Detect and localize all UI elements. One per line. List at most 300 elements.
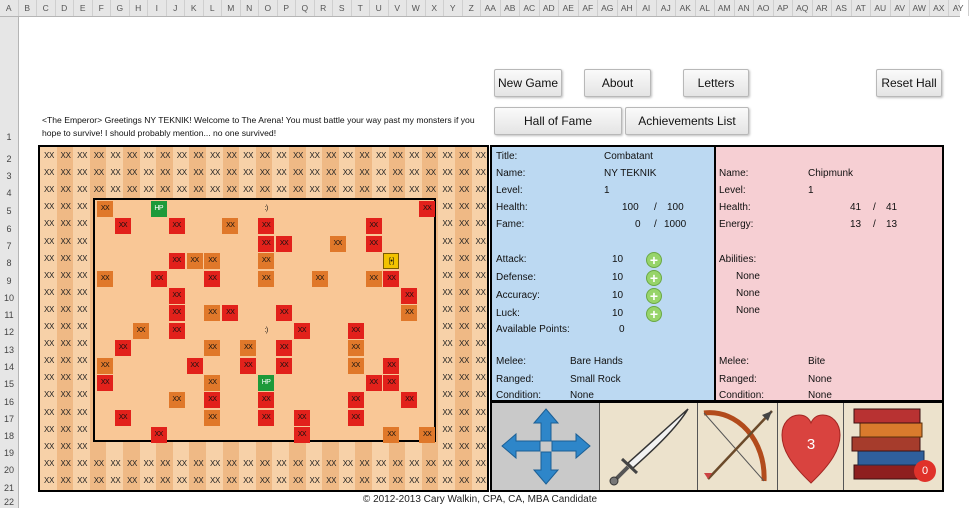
arena-wall-cell: XX xyxy=(442,304,453,314)
row-header[interactable]: 14 xyxy=(3,362,14,372)
column-header[interactable]: AX xyxy=(930,0,950,16)
monster-tile-hard[interactable]: XX xyxy=(383,375,399,391)
arena-wall-cell: XX xyxy=(342,151,353,160)
monster-tile[interactable]: XX xyxy=(187,253,203,269)
arena-wall-cell: XX xyxy=(442,185,453,195)
arena-wall-cell: XX xyxy=(77,151,88,160)
arena-wall-cell: XX xyxy=(442,458,453,468)
arena-wall-cell: XX xyxy=(243,168,254,178)
monster-token[interactable]: :) xyxy=(264,205,268,212)
health-pickup[interactable]: HP xyxy=(258,375,274,391)
row-header[interactable]: 6 xyxy=(6,224,12,234)
row-header-bar xyxy=(0,17,19,508)
arena-wall-cell: XX xyxy=(458,356,470,366)
column-header[interactable]: I xyxy=(148,0,167,16)
monster-tile-hard[interactable]: XX xyxy=(258,392,274,408)
monster-tile-hard[interactable]: XX xyxy=(366,236,382,252)
melee-attack-button[interactable] xyxy=(600,403,698,490)
heal-button[interactable] xyxy=(778,403,844,490)
arena-wall-cell: XX xyxy=(126,151,138,160)
monster-tile[interactable]: XX xyxy=(330,236,346,252)
column-header[interactable]: T xyxy=(352,0,371,16)
arena-wall-cell: XX xyxy=(375,168,387,178)
monster-tile[interactable]: XX xyxy=(133,323,149,339)
monster-tile[interactable]: XX xyxy=(204,410,220,426)
health-pickup[interactable]: HP xyxy=(151,201,167,217)
arena-wall-cell: XX xyxy=(209,475,221,485)
arena-wall-cell: XX xyxy=(475,390,486,400)
row-header[interactable]: 22 xyxy=(3,497,14,507)
arena-wall-cell: XX xyxy=(193,475,204,485)
arena-wall-cell: XX xyxy=(425,185,436,195)
arena-wall-cell: XX xyxy=(442,202,453,212)
accuracy-label: Accuracy: xyxy=(496,290,540,301)
row-header[interactable]: 8 xyxy=(6,258,12,268)
column-header[interactable]: C xyxy=(37,0,56,16)
row-header[interactable]: 2 xyxy=(6,154,12,164)
column-header[interactable]: F xyxy=(93,0,112,16)
arena-wall-cell: XX xyxy=(60,356,71,366)
ranged-attack-button[interactable] xyxy=(698,403,778,490)
arena-wall-cell: XX xyxy=(77,373,88,383)
monster-tile[interactable]: XX xyxy=(97,271,113,287)
column-header[interactable]: R xyxy=(315,0,334,16)
arena-wall-cell: XX xyxy=(93,475,104,485)
column-header[interactable]: AO xyxy=(754,0,774,16)
arena-wall-cell: XX xyxy=(442,390,453,400)
arena-wall-cell: XX xyxy=(458,270,470,280)
luck-plus-button[interactable]: + xyxy=(646,306,662,322)
arena-wall-cell: XX xyxy=(292,458,304,468)
column-header[interactable]: AJ xyxy=(657,0,677,16)
arena-wall-cell: XX xyxy=(77,407,88,417)
arena-wall-cell: XX xyxy=(77,253,88,263)
arena-wall-cell: XX xyxy=(442,475,453,485)
arena-wall-cell: XX xyxy=(442,373,453,383)
arena-wall-cell: XX xyxy=(326,185,337,195)
about-button[interactable]: About xyxy=(584,69,651,97)
monster-tile[interactable]: XX xyxy=(419,427,435,443)
enemy-name-label: Name: xyxy=(719,168,749,179)
arena-wall-cell: XX xyxy=(326,151,337,160)
arena-wall-cell: XX xyxy=(60,253,71,263)
arena-wall-cell: XX xyxy=(43,373,55,383)
arena-wall-cell: XX xyxy=(110,475,121,485)
player-available-points: 0 xyxy=(619,324,625,335)
arena-wall-cell: XX xyxy=(60,322,71,331)
column-header[interactable]: AB xyxy=(501,0,521,16)
arena-wall-cell: XX xyxy=(309,458,320,468)
column-header[interactable]: A xyxy=(0,0,19,16)
arena-wall-cell: XX xyxy=(243,475,254,485)
arena-wall-cell: XX xyxy=(442,168,453,178)
monster-tile[interactable]: XX xyxy=(169,392,185,408)
enemy-health: 41 xyxy=(850,202,862,213)
arena-wall-cell: XX xyxy=(475,373,486,383)
arena-wall-cell: XX xyxy=(392,185,403,195)
arena-wall-cell: XX xyxy=(409,475,420,485)
arena-wall-cell: XX xyxy=(77,322,88,331)
column-header[interactable]: M xyxy=(222,0,241,16)
column-header[interactable]: AW xyxy=(910,0,930,16)
column-header[interactable]: AV xyxy=(891,0,911,16)
arena-wall-cell: XX xyxy=(475,287,486,297)
row-header[interactable]: 15 xyxy=(3,379,14,389)
row-header[interactable]: 9 xyxy=(6,276,12,286)
monster-tile[interactable]: XX xyxy=(97,358,113,374)
arena-wall-cell: XX xyxy=(77,441,88,451)
reset-hall-button[interactable]: Reset Hall xyxy=(876,69,942,97)
defense-plus-button[interactable]: + xyxy=(646,270,662,286)
arena-wall-cell: XX xyxy=(259,475,270,485)
arena-wall-cell: XX xyxy=(475,322,486,331)
arena-wall-cell: XX xyxy=(126,185,138,195)
arena-wall-cell: XX xyxy=(375,475,387,485)
enemy-energy: 13 xyxy=(850,219,862,230)
column-header[interactable]: H xyxy=(130,0,149,16)
column-header[interactable]: B xyxy=(19,0,38,16)
monster-tile-hard[interactable]: XX xyxy=(169,305,185,321)
column-header[interactable]: AG xyxy=(598,0,618,16)
column-header[interactable]: L xyxy=(204,0,223,16)
arena-wall-cell: XX xyxy=(43,236,55,246)
arena-wall-cell: XX xyxy=(425,458,436,468)
monster-tile-hard[interactable]: XX xyxy=(115,410,131,426)
column-header[interactable]: AN xyxy=(735,0,755,16)
monster-tile-hard[interactable]: XX xyxy=(276,236,292,252)
arena-wall-cell: XX xyxy=(292,475,304,485)
monster-tile[interactable]: XX xyxy=(366,271,382,287)
arena-wall-cell: XX xyxy=(442,253,453,263)
arena-wall-cell: XX xyxy=(458,390,470,400)
column-header[interactable]: N xyxy=(241,0,260,16)
monster-tile[interactable]: XX xyxy=(258,271,274,287)
enemy-melee-label: Melee: xyxy=(719,356,750,367)
arena-wall-cell: XX xyxy=(60,458,71,468)
enemy-energy-label: Energy: xyxy=(719,219,754,230)
arena-wall-cell: XX xyxy=(77,475,88,485)
arena-wall-cell: XX xyxy=(309,168,320,178)
arena-wall-cell: XX xyxy=(342,458,353,468)
column-header[interactable]: V xyxy=(389,0,408,16)
player-token[interactable]: [•] xyxy=(383,253,399,269)
column-header[interactable]: Q xyxy=(296,0,315,16)
monster-tile[interactable]: XX xyxy=(204,375,220,391)
row-header[interactable]: 7 xyxy=(6,241,12,251)
new-game-button[interactable]: New Game xyxy=(494,69,562,97)
monster-tile-hard[interactable]: XX xyxy=(348,392,364,408)
available-points-label: Available Points: xyxy=(496,324,570,335)
arena-wall-cell: XX xyxy=(442,322,453,331)
monster-tile[interactable]: XX xyxy=(97,201,113,217)
monster-tile-hard[interactable]: XX xyxy=(419,201,435,217)
arena-wall-cell: XX xyxy=(475,236,486,246)
letters-button[interactable]: Letters xyxy=(683,69,749,97)
monster-tile-hard[interactable]: XX xyxy=(187,358,203,374)
arena-wall-cell: XX xyxy=(77,390,88,400)
arena-wall-cell: XX xyxy=(43,185,55,195)
row-header[interactable]: 5 xyxy=(6,206,12,216)
arena-wall-cell: XX xyxy=(60,407,71,417)
monster-tile-hard[interactable]: XX xyxy=(204,392,220,408)
arena-wall-cell: XX xyxy=(160,185,171,195)
column-header[interactable]: AM xyxy=(715,0,735,16)
column-header[interactable]: G xyxy=(111,0,130,16)
monster-tile-hard[interactable]: XX xyxy=(97,375,113,391)
arena-wall-cell: XX xyxy=(43,168,55,178)
arena-wall-cell: XX xyxy=(77,219,88,229)
monster-tile-hard[interactable]: XX xyxy=(258,410,274,426)
monster-tile[interactable]: XX xyxy=(348,340,364,356)
monster-tile-hard[interactable]: XX xyxy=(294,427,310,443)
monster-tile[interactable]: XX xyxy=(204,253,220,269)
arena-wall-cell: XX xyxy=(475,458,486,468)
arena-wall-cell: XX xyxy=(160,475,171,485)
arena-wall-cell: XX xyxy=(243,185,254,195)
column-header[interactable]: Z xyxy=(463,0,482,16)
row-header[interactable]: 3 xyxy=(6,171,12,181)
row-header[interactable]: 11 xyxy=(4,310,14,320)
arena-wall-cell: XX xyxy=(475,253,486,263)
sword-icon xyxy=(600,403,698,490)
enemy-health-max: 41 xyxy=(886,202,898,213)
monster-tile-hard[interactable]: XX xyxy=(115,218,131,234)
monster-tile-hard[interactable]: XX xyxy=(276,358,292,374)
column-header[interactable]: O xyxy=(259,0,278,16)
column-header[interactable]: Y xyxy=(444,0,463,16)
enemy-ranged-label: Ranged: xyxy=(719,374,757,385)
monster-tile-hard[interactable]: XX xyxy=(169,253,185,269)
arena-wall-cell: XX xyxy=(176,475,187,485)
column-header[interactable]: AQ xyxy=(793,0,813,16)
arena-wall-cell: XX xyxy=(160,168,171,178)
arena-wall-cell: XX xyxy=(475,151,486,160)
spell-count-badge: 0 xyxy=(914,460,936,482)
arena-wall-cell: XX xyxy=(475,424,486,434)
enemy-energy-max: 13 xyxy=(886,219,898,230)
monster-tile-hard[interactable]: XX xyxy=(222,305,238,321)
move-button[interactable] xyxy=(492,403,600,490)
column-header[interactable]: AE xyxy=(559,0,579,16)
arena-wall-cell: XX xyxy=(193,185,204,195)
arena-wall-cell: XX xyxy=(342,475,353,485)
arena-wall-cell: XX xyxy=(442,407,453,417)
arena-wall-cell: XX xyxy=(276,168,287,178)
row-header[interactable]: 18 xyxy=(3,431,14,441)
arena-wall-cell: XX xyxy=(259,185,270,195)
row-header[interactable]: 19 xyxy=(3,448,14,458)
monster-tile-hard[interactable]: XX xyxy=(348,323,364,339)
arena-wall-cell: XX xyxy=(93,151,104,160)
column-header[interactable]: W xyxy=(407,0,426,16)
monster-tile-hard[interactable]: XX xyxy=(383,271,399,287)
arena-field xyxy=(93,198,436,442)
melee-label: Melee: xyxy=(496,356,527,367)
monster-tile-hard[interactable]: XX xyxy=(151,427,167,443)
accuracy-plus-button[interactable]: + xyxy=(646,288,662,304)
arena-wall-cell: XX xyxy=(60,304,71,314)
column-header[interactable]: AH xyxy=(618,0,638,16)
monster-tile-hard[interactable]: XX xyxy=(401,392,417,408)
arena-wall-cell: XX xyxy=(60,287,71,297)
health-label: Health: xyxy=(496,202,528,213)
arena-wall-cell: XX xyxy=(93,185,104,195)
column-header[interactable]: AD xyxy=(540,0,560,16)
column-header[interactable]: AS xyxy=(832,0,852,16)
column-header[interactable]: AY xyxy=(949,0,969,16)
arena-wall-cell: XX xyxy=(43,390,55,400)
column-header[interactable]: U xyxy=(370,0,389,16)
monster-tile-hard[interactable]: XX xyxy=(294,323,310,339)
monster-tile-hard[interactable]: XX xyxy=(169,323,185,339)
row-header[interactable]: 20 xyxy=(3,465,14,475)
monster-tile-hard[interactable]: XX xyxy=(383,358,399,374)
column-header[interactable]: X xyxy=(426,0,445,16)
enemy-name: Chipmunk xyxy=(808,168,854,179)
monster-tile-hard[interactable]: XX xyxy=(169,218,185,234)
arena-wall-cell: XX xyxy=(458,424,470,434)
column-header[interactable]: D xyxy=(56,0,75,16)
arena-wall-cell: XX xyxy=(143,151,154,160)
arena-wall-cell: XX xyxy=(110,168,121,178)
arena-wall-cell: XX xyxy=(77,339,88,349)
column-header[interactable]: E xyxy=(74,0,93,16)
arena-wall-cell: XX xyxy=(60,151,71,160)
name-label: Name: xyxy=(496,168,526,179)
row-header[interactable]: 12 xyxy=(3,327,14,337)
monster-token[interactable]: :) xyxy=(264,326,268,334)
arena-wall-cell: XX xyxy=(359,458,370,468)
column-header[interactable]: AR xyxy=(813,0,833,16)
arena-wall-cell: XX xyxy=(77,304,88,314)
arena-wall-cell: XX xyxy=(110,151,121,160)
arena-wall-cell: XX xyxy=(226,475,237,485)
arena-wall-cell: XX xyxy=(458,219,470,229)
monster-tile-hard[interactable]: XX xyxy=(401,288,417,304)
arena-wall-cell: XX xyxy=(458,475,470,485)
player-title: Combatant xyxy=(604,151,653,162)
column-header[interactable]: AA xyxy=(481,0,501,16)
monster-tile[interactable]: XX xyxy=(383,427,399,443)
health-separator: / xyxy=(654,202,657,213)
column-header[interactable]: P xyxy=(278,0,297,16)
arena-wall-cell: XX xyxy=(475,202,486,212)
arena-wall-cell: XX xyxy=(326,458,337,468)
achievements-list-button[interactable]: Achievements List xyxy=(625,107,749,135)
monster-tile[interactable]: XX xyxy=(240,340,256,356)
arena-wall-cell: XX xyxy=(77,458,88,468)
row-header[interactable]: 16 xyxy=(3,397,14,407)
monster-tile-hard[interactable]: XX xyxy=(276,340,292,356)
monster-tile-hard[interactable]: XX xyxy=(151,271,167,287)
arena-wall-cell: XX xyxy=(126,168,138,178)
arena-wall-cell: XX xyxy=(292,151,304,160)
player-condition: None xyxy=(570,390,594,401)
arena-wall-cell: XX xyxy=(60,441,71,451)
column-header[interactable]: K xyxy=(185,0,204,16)
arena-wall-cell: XX xyxy=(475,185,486,195)
arena-wall-cell: XX xyxy=(309,475,320,485)
arena-wall-cell: XX xyxy=(442,287,453,297)
column-header[interactable]: AI xyxy=(637,0,657,16)
enemy-level: 1 xyxy=(808,185,814,196)
arena-wall-cell: XX xyxy=(442,219,453,229)
monster-tile-hard[interactable]: XX xyxy=(348,410,364,426)
monster-tile[interactable]: XX xyxy=(312,271,328,287)
column-header[interactable]: AU xyxy=(871,0,891,16)
arena-wall-cell: XX xyxy=(143,475,154,485)
arena-wall-cell: XX xyxy=(43,322,55,331)
row-header[interactable]: 10 xyxy=(3,293,14,303)
column-header[interactable]: J xyxy=(167,0,186,16)
monster-tile[interactable]: XX xyxy=(204,305,220,321)
arena-wall-cell: XX xyxy=(126,475,138,485)
monster-tile-hard[interactable]: XX xyxy=(169,288,185,304)
ability-slot: None xyxy=(736,271,760,282)
monster-tile-hard[interactable]: XX xyxy=(258,236,274,252)
monster-tile[interactable]: XX xyxy=(222,218,238,234)
arena-wall-cell: XX xyxy=(458,339,470,349)
monster-tile-hard[interactable]: XX xyxy=(204,271,220,287)
monster-tile-hard[interactable]: XX xyxy=(115,340,131,356)
arena-wall-cell: XX xyxy=(442,270,453,280)
column-header[interactable]: AT xyxy=(852,0,872,16)
monster-tile-hard[interactable]: XX xyxy=(366,218,382,234)
arena-wall-cell: XX xyxy=(60,390,71,400)
monster-tile-hard[interactable]: XX xyxy=(240,358,256,374)
arena-wall-cell: XX xyxy=(425,475,436,485)
monster-tile[interactable]: XX xyxy=(401,305,417,321)
ranged-label: Ranged: xyxy=(496,374,534,385)
column-header[interactable]: S xyxy=(333,0,352,16)
player-defense: 10 xyxy=(612,272,624,283)
spellbook-button[interactable] xyxy=(844,403,942,490)
monster-tile[interactable]: XX xyxy=(348,358,364,374)
monster-tile[interactable]: XX xyxy=(204,340,220,356)
hall-of-fame-button[interactable]: Hall of Fame xyxy=(494,107,622,135)
player-name: NY TEKNIK xyxy=(604,168,657,179)
monster-tile-hard[interactable]: XX xyxy=(276,305,292,321)
attack-plus-button[interactable]: + xyxy=(646,252,662,268)
attack-label: Attack: xyxy=(496,254,527,265)
monster-tile-hard[interactable]: XX xyxy=(294,410,310,426)
arena-wall-cell: XX xyxy=(176,151,187,160)
monster-tile-hard[interactable]: XX xyxy=(366,375,382,391)
enemy-condition: None xyxy=(808,390,832,401)
monster-tile-hard[interactable]: XX xyxy=(258,218,274,234)
row-header[interactable]: 1 xyxy=(6,132,12,142)
column-header[interactable]: AF xyxy=(579,0,599,16)
row-header[interactable]: 4 xyxy=(6,188,12,198)
arena-wall-cell: XX xyxy=(458,407,470,417)
arena-wall-cell: XX xyxy=(110,458,121,468)
arena-wall-cell: XX xyxy=(458,373,470,383)
arena-wall-cell: XX xyxy=(475,441,486,451)
row-header[interactable]: 21 xyxy=(3,483,14,493)
row-header[interactable]: 17 xyxy=(3,414,14,424)
arena-wall-cell: XX xyxy=(458,202,470,212)
arena-wall-cell: XX xyxy=(60,168,71,178)
arena-wall-cell: XX xyxy=(375,458,387,468)
row-header[interactable]: 13 xyxy=(3,345,14,355)
arena-wall-cell: XX xyxy=(60,373,71,383)
column-header[interactable]: AK xyxy=(676,0,696,16)
column-header[interactable]: AP xyxy=(774,0,794,16)
column-header[interactable]: AC xyxy=(520,0,540,16)
column-header[interactable]: AL xyxy=(696,0,716,16)
monster-tile[interactable]: XX xyxy=(258,253,274,269)
arena-wall-cell: XX xyxy=(359,151,370,160)
